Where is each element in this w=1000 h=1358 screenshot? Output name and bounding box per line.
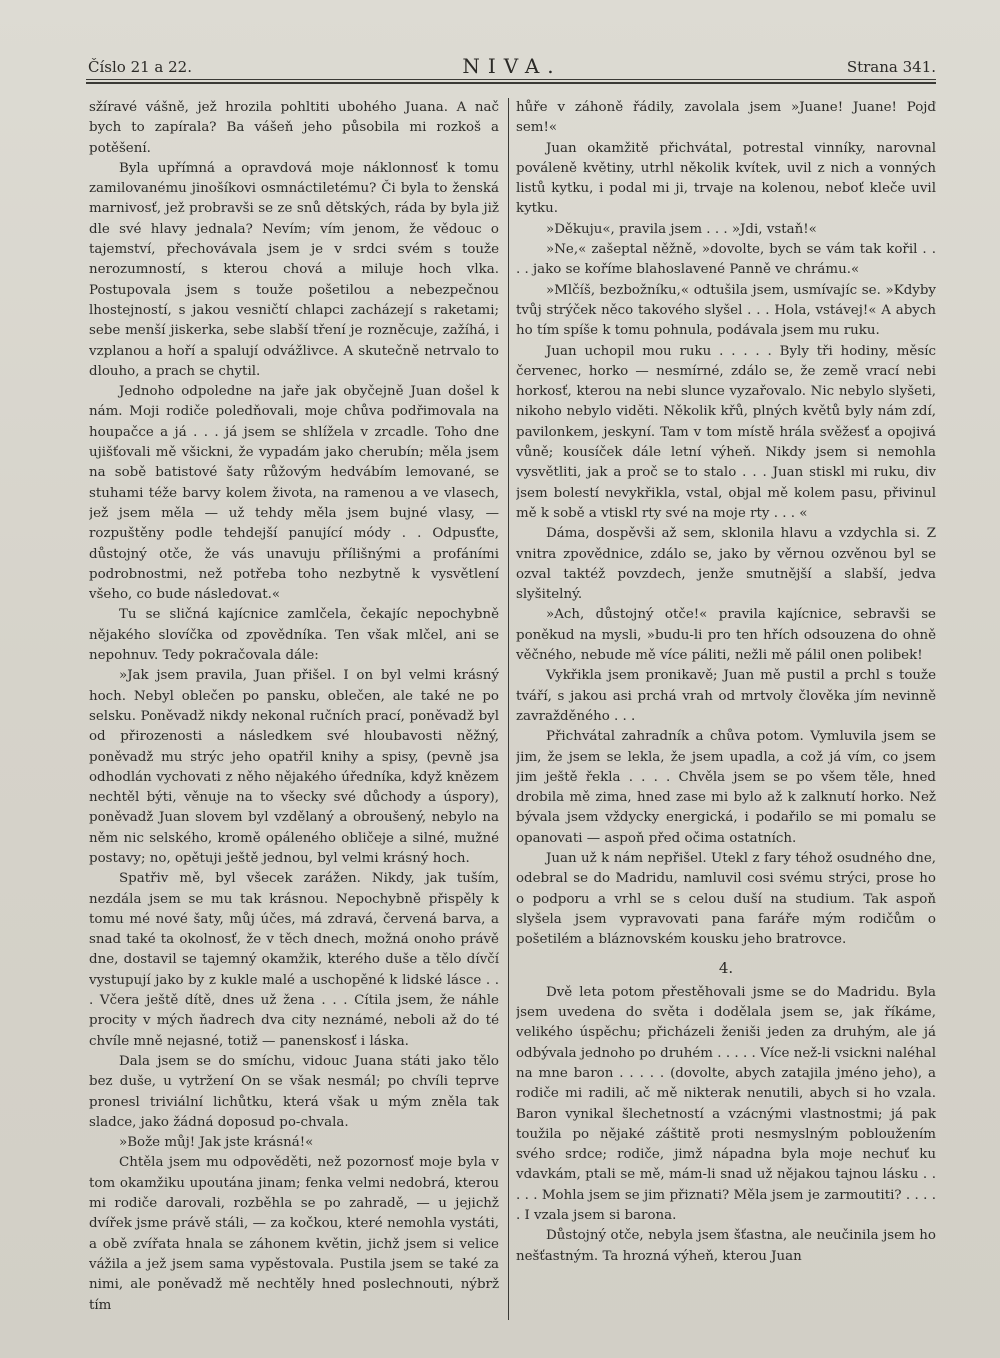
paragraph: »Mlčíš, bezbožníku,« odtušila jsem, usmívajíc se. »Kdyby tvůj strýček něco takového slyšel . . . Hola, vstávej!« A abych ho tím spíše k tomu pohnula, podávala jsem mu ruku. — [516, 282, 936, 339]
left-column — [89, 98, 499, 1326]
paragraph: Byla upřímná a opravdová moje náklonnosť k tomu zamilovanému jinošíkovi osmnáctiletému? Či byla to ženská marnivosť, jež probravši se ze snů dětských, ráda by byla již dle své hlavy jednala? Nevím; vím jenom, že vědouc o tajemství, přechovávala jsem je v srdci svém s touže nerozumností, s kterou chová a miluje hoch vlka. Postupovala jsem s touže pošetilou a nebezpečnou lhostejností, s jakou vesničtí chlapci zacházejí s raketami; sebe menší jiskerka, sebe slabší tření je rozněcuje, zažíhá, i vzplanou a hoří a spalují odvážlivce. A skutečně netrvalo to dlouho, a prach se chytil. — [89, 160, 499, 379]
paragraph: Jednoho odpoledne na jaře jak obyčejně Juan došel k nám. Moji rodiče poledňovali, moje chůva podřimovala na houpačce a já . . . já jsem se shlížela v zrcadle. Toho dne ujišťovali mě všickni, že vypadám jako cherubín; měla jsem na sobě batistové šaty růžovým hedvábím lemované, se stuhami téže barvy kolem života, na ramenou a ve vlasech, jež jsem měla — už tehdy měla jsem bujné vlasy, — rozpuštěny podle tehdejší panující módy . . Odpusťte, důstojný otče, že vás unavuju přílišnými a profáními podrobnostmi, než potřeba toho nezbytně k vysvětlení všeho, co bude následovat.« — [89, 384, 499, 603]
paragraph: Dáma, dospěvši až sem, sklonila hlavu a vzdychla si. Z vnitra zpovědnice, zdálo se, jako by věrnou ozvěnou byl se ozval taktéž povzdech, jenže smutnější a slabší, jedva slyšitelný. — [516, 526, 936, 603]
section-number: 4. — [718, 959, 734, 978]
page-header — [88, 54, 936, 80]
paragraph: »Bože můj! Jak jste krásná!« — [119, 1135, 314, 1151]
paragraph: »Ach, důstojný otče!« pravila kajícnice, sebravši se poněkud na mysli, »budu-li pro ten hřích odsouzena do ohně věčného, nebude mě více páliti, nežli mě pálil onen polibek! — [516, 607, 936, 664]
paragraph: Tu se sličná kajícnice zamlčela, čekajíc nepochybně nějakého slovíčka od zpovědníka. Ten však mlčel, ani se nepohnuv. Tedy pokračovala dále: — [89, 607, 499, 664]
paragraph: Juan už k nám nepřišel. Utekl z fary téhož osudného dne, odebral se do Madridu, namluvil cosi svému strýci, prose ho o podporu a vrhl se s celou duší na studium. Tak aspoň slyšela jsem vypravovati pana faráře mým rodičům o pošetilém a bláznovském kousku jeho bratrovce. — [516, 850, 936, 948]
paragraph: »Děkuju«, pravila jsem . . . »Jdi, vstaň!« — [546, 221, 817, 237]
paragraph: Důstojný otče, nebyla jsem šťastna, ale neučinila jsem ho nešťastným. Ta hrozná výheň, kterou Juan — [516, 1228, 936, 1264]
paragraph: Chtěla jsem mu odpověděti, než pozornosť moje byla v tom okamžiku upoutána jinam; fenka velmi nedobrá, kterou mi rodiče darovali, rozběhla se po zahradě, — u jejichž dvířek jsme právě stáli, — za kočkou, které nemohla vystáti, a obě zvířata hnala se záhonem květin, jichž jsem si velice vážila a jež jsem sama vypěstovala. Pustila jsem se také za nimi, ale poněvadž mě nechtěly hned poslechnouti, nýbrž tím — [89, 1155, 499, 1313]
paragraph: Přichvátal zahradník a chůva potom. Vymluvila jsem se jim, že jsem se lekla, že jsem upadla, a což já vím, co jsem jim ještě řekla . . . . Chvěla jsem se po všem těle, hned drobila mě zima, hned zase mi bylo až k zalknutí horko. Než bývala jsem vždycky energická, i podařilo se mi pomalu se opanovati — aspoň před očima ostatních. — [516, 729, 936, 846]
paragraph: sžíravé vášně, jež hrozila pohltiti ubohého Juana. A nač bych to zapírala? Ba vášeň jeho působila mi rozkoš a potěšení. — [89, 100, 499, 156]
paragraph: Vykřikla jsem pronikavě; Juan mě pustil a prchl s touže tváří, s jakou asi prchá vrah od mrtvoly člověka jím nevinně zavražděného . . . — [516, 668, 936, 724]
issue-number: Číslo 21 a 22. — [88, 58, 192, 76]
paragraph: Juan okamžitě přichvátal, potrestal vinníky, narovnal pováleně květiny, utrhl několik kvítek, uvil z nich a vonných listů kytku, i podal mi ji, trvaje na kolenou, neboť kleče uvil kytku. — [516, 140, 936, 217]
right-column — [516, 98, 936, 1326]
header-rule-thin — [86, 79, 936, 80]
column-divider — [508, 98, 509, 1320]
paragraph: »Jak jsem pravila, Juan přišel. I on byl velmi krásný hoch. Nebyl oblečen po pansku, oblečen, ale také ne po selsku. Poněvadž nikdy nekonal ručních prací, poněvadž byl od přirozenosti a následkem své hloubavosti něžný, poněvadž mu strýc jeho opatřil knihy a spisy, (pevně jsa odhodlán vychovati z něho nějakého úředníka, když knězem nechtěl býti, věnuje na to všecky své důchody a úspory), poněvadž Juan slovem byl vzdělaný a obroušený, nebylo na něm nic selského, kromě opáleného obličeje a silné, mužné postavy; no, opětuji ještě jednou, byl velmi krásný hoch. — [89, 668, 499, 866]
paragraph: »Ne,« zašeptal něžně, »dovolte, bych se vám tak kořil . . . . jako se koříme blahoslavené Panně ve chrámu.« — [516, 242, 936, 278]
paragraph: hůře v záhoně řádily, zavolala jsem »Juane! Juane! Pojď sem!« — [516, 100, 936, 136]
paragraph: Dvě leta potom přestěhovali jsme se do Madridu. Byla jsem uvedena do světa i dodělala jsem se, jak říkáme, velikého úspěchu; přicházeli ženiši jeden za druhým, ale já odbývala jednoho po druhém . . . . . Více než-li vsickni naléhal na mne baron . . . . . (dovolte, abych zatajila jméno jeho), a rodiče mi radili, ač mě nikterak nenutili, abych si ho vzala. Baron vynikal šlechetností a vzácnými vlastnostmi; já pak toužila po nějaké záštitě proti nesmyslným pobloužením svého srdce; rodiče, jimž nápadna byla moje nechuť ku vdavkám, ptali se mě, mám-li snad už nějakou tajnou lásku . . . . . Mohla jsem se jim přiznati? Měla jsem je zarmoutiti? . . . . . I vzala jsem si barona. — [516, 984, 936, 1224]
journal-title: NIVA. — [462, 54, 562, 78]
paragraph: Dala jsem se do smíchu, vidouc Juana státi jako tělo bez duše, u vytržení On se však nesmál; po chvíli teprve pronesl triviální lichůtku, která však u mým zněla tak sladce, jako žádná doposud po-chvala. — [89, 1053, 499, 1130]
paragraph: Spatřiv mě, byl všecek zarážen. Nikdy, jak tuším, nezdála jsem se mu tak krásnou. Nepochybně přispěly k tomu mé nové šaty, můj účes, má zdravá, červená barva, a snad také ta okolnosť, že v těch dnech, možná onoho právě dne, dostavil se tajemný okamžik, kterého duše a tělo dívčí vystupují jako by z kukle malé a uschopěné k lidské lásce . . . Včera ještě dítě, dnes už žena . . . Cítila jsem, že náhle procity v mých ňadrech dva city neznámé, neboli až do té chvíle mně nejasné, totiž — panenskosť i láska. — [89, 871, 499, 1049]
page-number: Strana 341. — [846, 58, 936, 76]
paragraph: Juan uchopil mou ruku . . . . . Byly tři hodiny, měsíc červenec, horko — nesmírné, zdálo se, že země vrací nebi horkosť, kterou na nebi slunce vyzařovalo. Nic nebylo slyšeti, nikoho nebylo viděti. Několik křů, plných květů byly nám zdí, pavilonkem, jeskyní. Tam v tom místě hrála svěžesť a opojivá vůně; kousíček dále letní výheň. Nikdy jsem si nemohla vysvětliti, jak a proč se to stalo . . . Juan stiskl mi ruku, div jsem bolestí nevykřikla, vstal, objal mě kolem pasu, přivinul mě k sobě a vtiskl rty své na moje rty . . . « — [516, 343, 936, 521]
header-rule-thick — [86, 82, 936, 84]
